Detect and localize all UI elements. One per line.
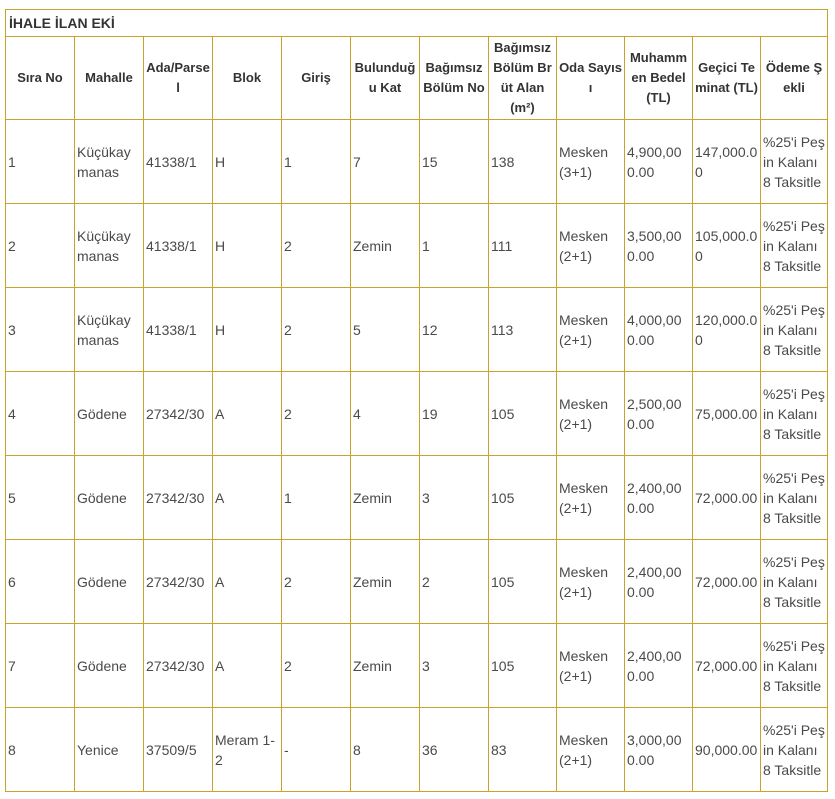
col-bagimsiz-bolum-no-cell: 2 [420, 540, 489, 624]
col-mahalle-cell: Küçükaymanas [75, 288, 144, 372]
col-muhammen-bedel-cell: 2,400,000.00 [625, 624, 693, 708]
col-brut-alan-cell: 113 [489, 288, 557, 372]
table-row [6, 120, 828, 204]
col-brut-alan-cell: 105 [489, 540, 557, 624]
col-sira-no-cell: 6 [6, 540, 75, 624]
col-oda-sayisi-cell: Mesken (2+1) [557, 624, 625, 708]
col-bagimsiz-bolum-no-cell: 1 [420, 204, 489, 288]
col-odeme-sekli-cell: %25'i Peşin Kalanı 8 Taksitle [761, 456, 828, 540]
col-muhammen-bedel-cell: 4,900,000.00 [625, 120, 693, 204]
col-giris-cell: 2 [282, 288, 351, 372]
col-odeme-sekli-cell: %25'i Peşin Kalanı 8 Taksitle [761, 708, 828, 792]
col-ada-parsel-cell: 27342/30 [144, 372, 213, 456]
col-blok-cell: A [213, 372, 282, 456]
table-row [6, 540, 828, 624]
col-bagimsiz-bolum-no-cell: 36 [420, 708, 489, 792]
col-brut-alan-cell: 83 [489, 708, 557, 792]
col-mahalle-cell: Küçükaymanas [75, 120, 144, 204]
col-brut-alan-header: Bağımsız Bölüm Brüt Alan (m²) [489, 37, 557, 120]
header-row [6, 37, 828, 120]
col-blok-cell: A [213, 540, 282, 624]
col-sira-no-cell: 3 [6, 288, 75, 372]
col-bagimsiz-bolum-no-cell: 12 [420, 288, 489, 372]
col-muhammen-bedel-header: Muhammen Bedel (TL) [625, 37, 693, 120]
col-brut-alan-cell: 105 [489, 624, 557, 708]
col-oda-sayisi-cell: Mesken (2+1) [557, 372, 625, 456]
col-brut-alan-cell: 138 [489, 120, 557, 204]
table-row [6, 624, 828, 708]
col-mahalle-header: Mahalle [75, 37, 144, 120]
col-blok-cell: H [213, 288, 282, 372]
tender-annex-table [5, 9, 828, 792]
col-muhammen-bedel-cell: 2,500,000.00 [625, 372, 693, 456]
col-brut-alan-cell: 111 [489, 204, 557, 288]
col-bagimsiz-bolum-no-cell: 19 [420, 372, 489, 456]
col-brut-alan-cell: 105 [489, 456, 557, 540]
col-blok-cell: A [213, 456, 282, 540]
col-giris-cell: 2 [282, 372, 351, 456]
col-oda-sayisi-header: Oda Sayısı [557, 37, 625, 120]
col-ada-parsel-cell: 37509/5 [144, 708, 213, 792]
col-odeme-sekli-cell: %25'i Peşin Kalanı 8 Taksitle [761, 540, 828, 624]
col-bulundugu-kat-cell: 4 [351, 372, 420, 456]
table-body [6, 120, 828, 792]
col-blok-cell: Meram 1-2 [213, 708, 282, 792]
col-odeme-sekli-cell: %25'i Peşin Kalanı 8 Taksitle [761, 120, 828, 204]
col-odeme-sekli-cell: %25'i Peşin Kalanı 8 Taksitle [761, 624, 828, 708]
table-row [6, 204, 828, 288]
col-bulundugu-kat-cell: Zemin [351, 540, 420, 624]
col-muhammen-bedel-cell: 4,000,000.00 [625, 288, 693, 372]
col-giris-cell: 2 [282, 204, 351, 288]
col-sira-no-header: Sıra No [6, 37, 75, 120]
col-oda-sayisi-cell: Mesken (2+1) [557, 204, 625, 288]
col-gecici-teminat-cell: 72,000.00 [693, 456, 761, 540]
col-bulundugu-kat-cell: Zemin [351, 456, 420, 540]
col-sira-no-cell: 8 [6, 708, 75, 792]
col-mahalle-cell: Gödene [75, 624, 144, 708]
col-bulundugu-kat-cell: 7 [351, 120, 420, 204]
col-gecici-teminat-cell: 120,000.00 [693, 288, 761, 372]
table-title: İHALE İLAN EKİ [6, 10, 828, 37]
col-odeme-sekli-cell: %25'i Peşin Kalanı 8 Taksitle [761, 204, 828, 288]
col-mahalle-cell: Gödene [75, 372, 144, 456]
col-oda-sayisi-cell: Mesken (3+1) [557, 120, 625, 204]
col-muhammen-bedel-cell: 3,000,000.00 [625, 708, 693, 792]
col-ada-parsel-cell: 41338/1 [144, 204, 213, 288]
col-blok-cell: H [213, 204, 282, 288]
col-oda-sayisi-cell: Mesken (2+1) [557, 708, 625, 792]
col-giris-cell: 2 [282, 540, 351, 624]
col-ada-parsel-cell: 27342/30 [144, 624, 213, 708]
col-mahalle-cell: Gödene [75, 540, 144, 624]
col-gecici-teminat-cell: 105,000.00 [693, 204, 761, 288]
col-gecici-teminat-cell: 72,000.00 [693, 624, 761, 708]
table-row [6, 456, 828, 540]
col-bulundugu-kat-header: Bulunduğu Kat [351, 37, 420, 120]
col-mahalle-cell: Gödene [75, 456, 144, 540]
table-row [6, 372, 828, 456]
col-giris-cell: - [282, 708, 351, 792]
col-muhammen-bedel-cell: 3,500,000.00 [625, 204, 693, 288]
col-odeme-sekli-cell: %25'i Peşin Kalanı 8 Taksitle [761, 372, 828, 456]
col-bagimsiz-bolum-no-cell: 15 [420, 120, 489, 204]
col-giris-cell: 1 [282, 456, 351, 540]
col-oda-sayisi-cell: Mesken (2+1) [557, 456, 625, 540]
col-ada-parsel-cell: 41338/1 [144, 288, 213, 372]
col-sira-no-cell: 2 [6, 204, 75, 288]
col-odeme-sekli-header: Ödeme Şekli [761, 37, 828, 120]
col-blok-header: Blok [213, 37, 282, 120]
col-bulundugu-kat-cell: Zemin [351, 624, 420, 708]
col-brut-alan-cell: 105 [489, 372, 557, 456]
col-mahalle-cell: Küçükaymanas [75, 204, 144, 288]
col-giris-header: Giriş [282, 37, 351, 120]
col-bagimsiz-bolum-no-header: Bağımsız Bölüm No [420, 37, 489, 120]
col-gecici-teminat-header: Geçici Teminat (TL) [693, 37, 761, 120]
col-sira-no-cell: 1 [6, 120, 75, 204]
col-ada-parsel-cell: 41338/1 [144, 120, 213, 204]
col-mahalle-cell: Yenice [75, 708, 144, 792]
col-giris-cell: 1 [282, 120, 351, 204]
title-row [6, 10, 828, 37]
col-muhammen-bedel-cell: 2,400,000.00 [625, 456, 693, 540]
col-ada-parsel-header: Ada/Parsel [144, 37, 213, 120]
col-bagimsiz-bolum-no-cell: 3 [420, 456, 489, 540]
col-odeme-sekli-cell: %25'i Peşin Kalanı 8 Taksitle [761, 288, 828, 372]
col-gecici-teminat-cell: 75,000.00 [693, 372, 761, 456]
col-sira-no-cell: 5 [6, 456, 75, 540]
table-row [6, 708, 828, 792]
col-bulundugu-kat-cell: 8 [351, 708, 420, 792]
col-oda-sayisi-cell: Mesken (2+1) [557, 288, 625, 372]
col-muhammen-bedel-cell: 2,400,000.00 [625, 540, 693, 624]
col-oda-sayisi-cell: Mesken (2+1) [557, 540, 625, 624]
col-sira-no-cell: 4 [6, 372, 75, 456]
col-blok-cell: H [213, 120, 282, 204]
col-bagimsiz-bolum-no-cell: 3 [420, 624, 489, 708]
col-ada-parsel-cell: 27342/30 [144, 540, 213, 624]
tender-annex-table-wrapper [5, 9, 828, 792]
col-blok-cell: A [213, 624, 282, 708]
col-gecici-teminat-cell: 147,000.00 [693, 120, 761, 204]
col-gecici-teminat-cell: 90,000.00 [693, 708, 761, 792]
col-giris-cell: 2 [282, 624, 351, 708]
col-ada-parsel-cell: 27342/30 [144, 456, 213, 540]
col-gecici-teminat-cell: 72,000.00 [693, 540, 761, 624]
table-row [6, 288, 828, 372]
col-sira-no-cell: 7 [6, 624, 75, 708]
col-bulundugu-kat-cell: 5 [351, 288, 420, 372]
col-bulundugu-kat-cell: Zemin [351, 204, 420, 288]
